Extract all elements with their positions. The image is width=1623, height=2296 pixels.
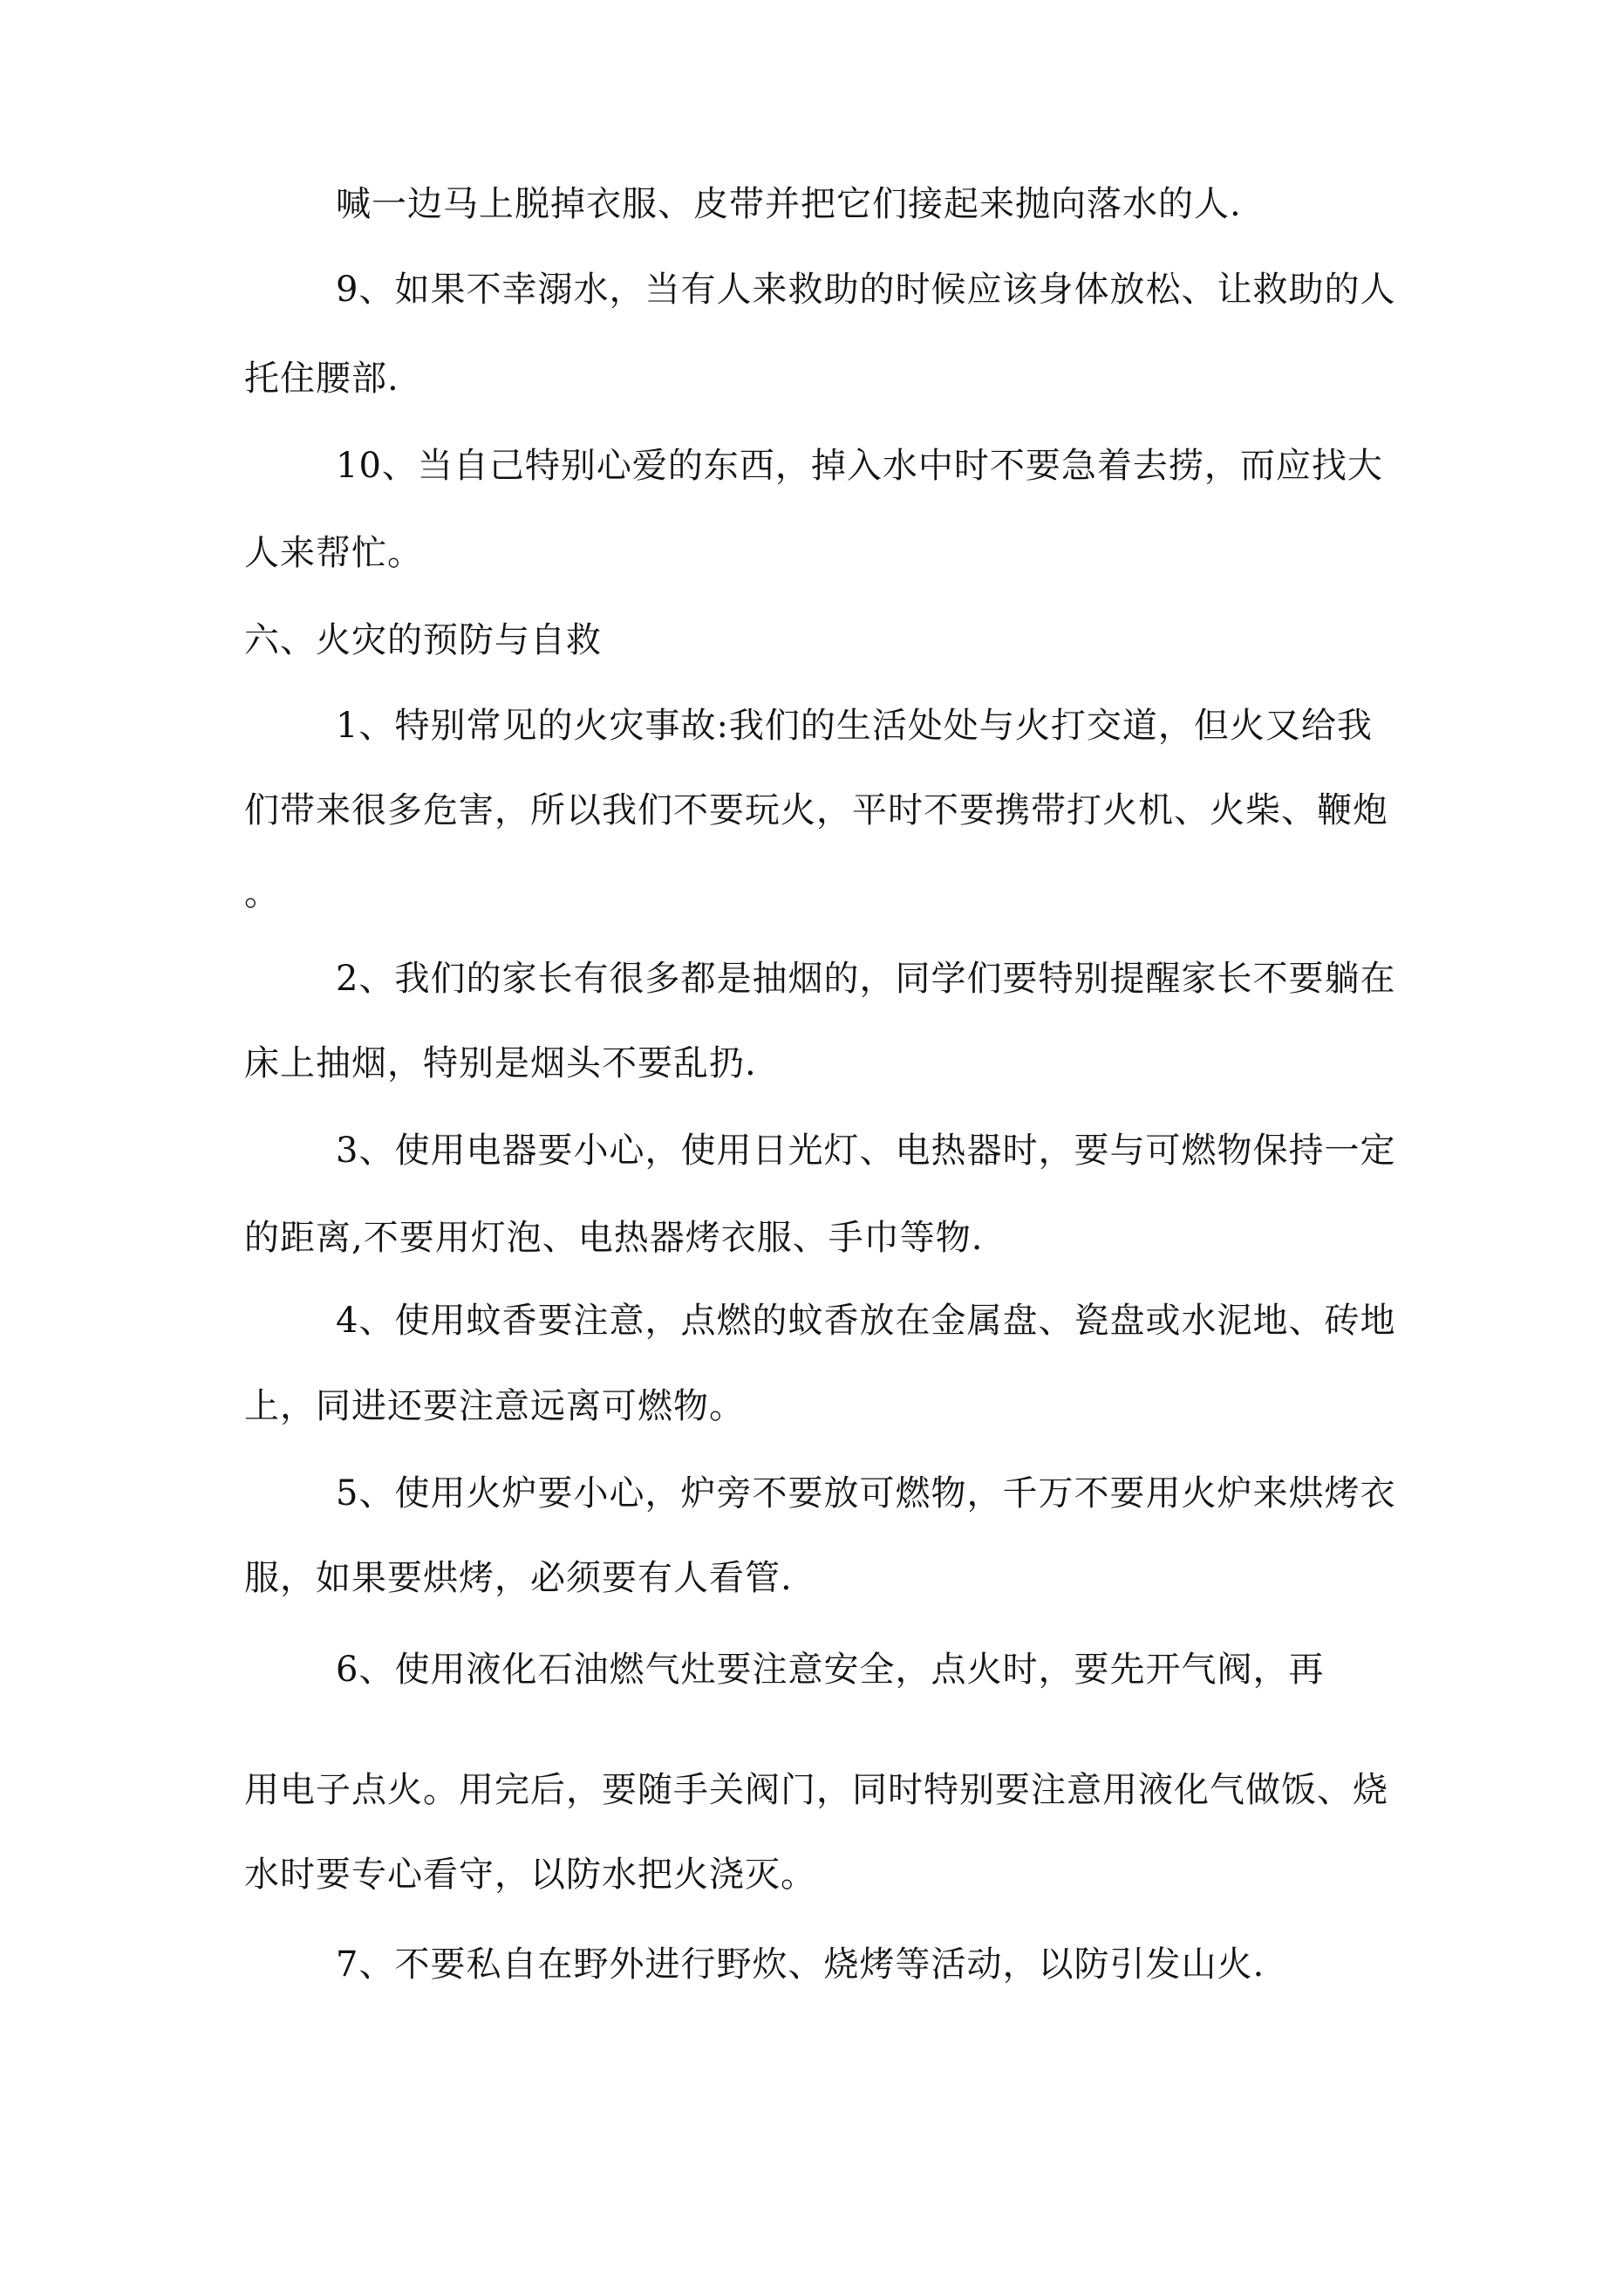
text-line-14: 4、使用蚊香要注意，点燃的蚊香放在金属盘、瓷盘或水泥地、砖地 (336, 1301, 1396, 1341)
text-line-4: 10、当自己特别心爱的东西，掉入水中时不要急着去捞，而应找大 (336, 446, 1383, 486)
section-heading: 六、火灾的预防与自救 (244, 620, 602, 660)
text-line-17: 服，如果要烘烤，必须要有人看管. (244, 1558, 793, 1598)
text-line-1: 喊一边马上脱掉衣服、皮带并把它们接起来抛向落水的人. (336, 184, 1242, 224)
text-line-16: 5、使用火炉要小心，炉旁不要放可燃物，千万不要用火炉来烘烤衣 (336, 1473, 1396, 1514)
text-line-15: 上，同进还要注意远离可燃物。 (244, 1386, 745, 1426)
text-line-12: 3、使用电器要小心，使用日光灯、电热器时，要与可燃物保持一定 (336, 1131, 1396, 1171)
text-line-9: 。 (244, 873, 280, 913)
text-line-3: 托住腰部. (244, 359, 399, 399)
text-line-18: 6、使用液化石油燃气灶要注意安全，点火时，要先开气阀，再 (336, 1650, 1325, 1690)
text-line-13: 的距离,不要用灯泡、电热器烤衣服、手巾等物. (244, 1218, 984, 1258)
text-line-8: 们带来很多危害，所以我们不要玩火，平时不要携带打火机、火柴、鞭炮 (244, 790, 1388, 830)
text-line-5: 人来帮忙。 (244, 533, 423, 573)
text-line-11: 床上抽烟，特别是烟头不要乱扔. (244, 1043, 757, 1083)
text-line-2: 9、如果不幸溺水，当有人来救助的时候应该身体放松、让救助的人 (336, 270, 1396, 310)
text-line-20: 水时要专心看守，以防水把火浇灭。 (244, 1855, 816, 1895)
text-line-21: 7、不要私自在野外进行野炊、烧烤等活动，以防引发山火. (336, 1944, 1265, 1985)
text-line-10: 2、我们的家长有很多都是抽烟的，同学们要特别提醒家长不要躺在 (336, 959, 1396, 999)
text-line-7: 1、特别常见的火灾事故:我们的生活处处与火打交道，但火又给我 (336, 706, 1373, 746)
text-line-19: 用电子点火。用完后，要随手关阀门，同时特别要注意用液化气做饭、烧 (244, 1770, 1388, 1810)
